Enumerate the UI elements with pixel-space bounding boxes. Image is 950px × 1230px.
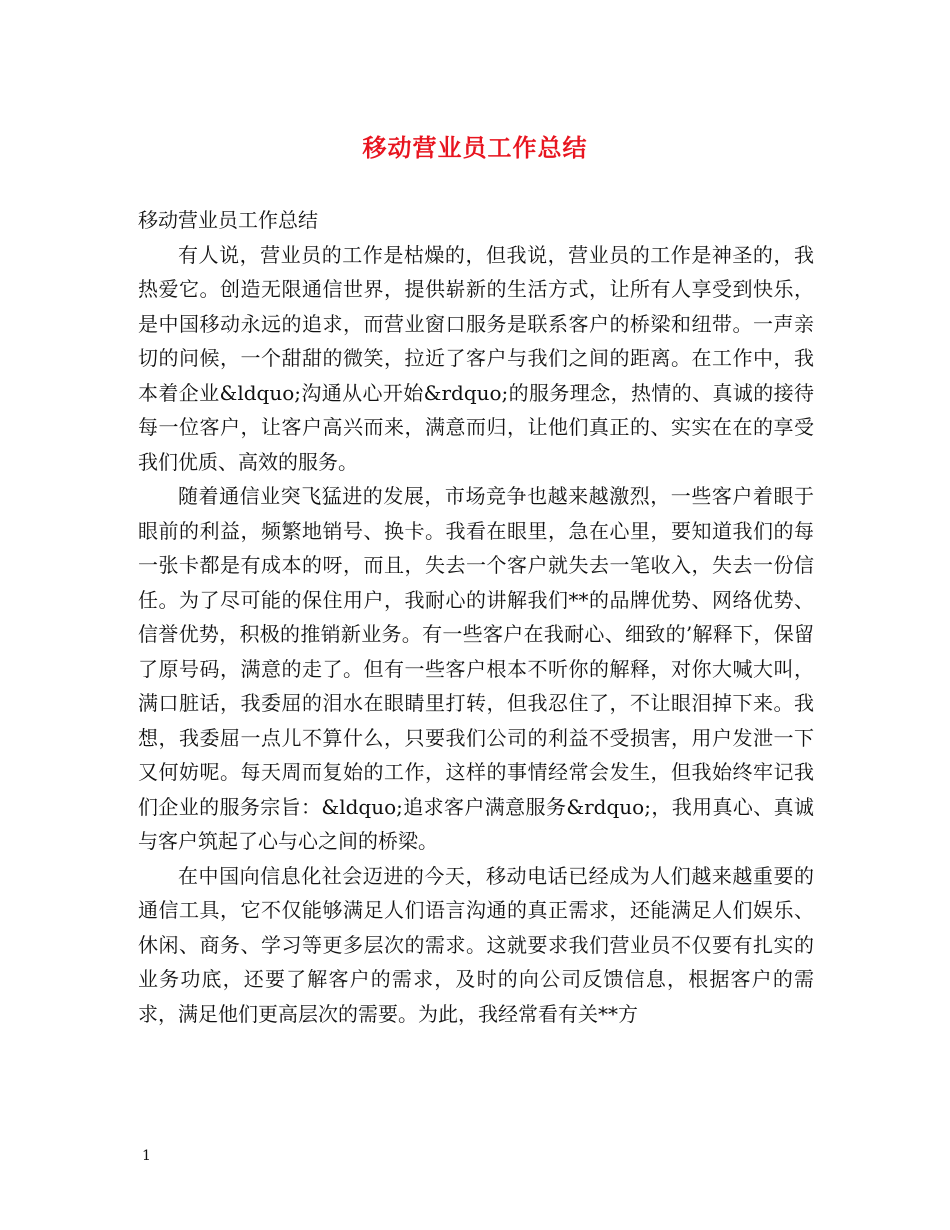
paragraph-3: 在中国向信息化社会迈进的今天，移动电话已经成为人们越来越重要的通信工具，它不仅能够满足人们语言沟通的真正需求，还能满足人们娱乐、休闲、商务、学习等更多层次的需求。这就要求我们营业员不仅要有扎实的业务功底，还要了解客户的需求，及时的向公司反馈信息，根据客户的需求，满足他们更高层次的需要。为此，我经常看有关**方 <box>138 863 814 1026</box>
paragraph-2: 随着通信业突飞猛进的发展，市场竞争也越来越激烈，一些客户着眼于眼前的利益，频繁地销号、换卡。我看在眼里，急在心里，要知道我们的每一张卡都是有成本的呀，而且，失去一个客户就失去一笔收入，失去一份信任。为了尽可能的保住用户，我耐心的讲解我们**的品牌优势、网络优势、信誉优势，积极的推销新业务。有一些客户在我耐心、细致的’解释下，保留了原号码，满意的走了。但有一些客户根本不听你的解释，对你大喊大叫，满口脏话，我委屈的泪水在眼睛里打转，但我忍住了，不让眼泪掉下来。我想，我委屈一点儿不算什么，只要我们公司的利益不受损害，用户发泄一下又何妨呢。每天周而复始的工作，这样的事情经常会发生，但我始终牢记我们企业的服务宗旨：&ldquo;追求客户满意服务&rdquo;，我用真心、真诚与客户筑起了心与心之间的桥梁。 <box>138 484 814 853</box>
document-body <box>138 203 814 1031</box>
document-title: 移动营业员工作总结 <box>362 133 588 162</box>
page-number: 1 <box>142 1148 151 1164</box>
document-subtitle: 移动营业员工作总结 <box>138 208 318 232</box>
paragraph-1: 有人说，营业员的工作是枯燥的，但我说，营业员的工作是神圣的，我热爱它。创造无限通信世界，提供崭新的生活方式，让所有人享受到快乐，是中国移动永远的追求，而营业窗口服务是联系客户的桥梁和纽带。一声亲切的问候，一个甜甜的微笑，拉近了客户与我们之间的距离。在工作中，我本着企业&ldquo;沟通从心开始&rdquo;的服务理念，热情的、真诚的接待每一位客户，让客户高兴而来，满意而归，让他们真正的、实实在在的享受我们优质、高效的服务。 <box>138 242 814 474</box>
